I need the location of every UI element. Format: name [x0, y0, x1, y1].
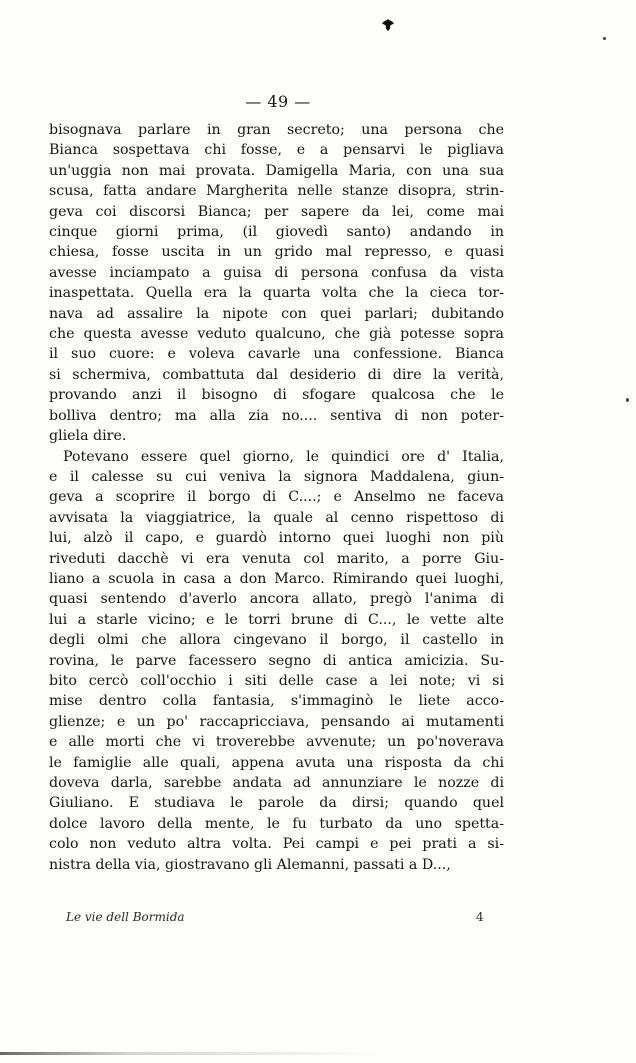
text-line: le famiglie alle quali, appena avuta una risposta da chi — [49, 754, 504, 771]
paragraph-1 — [49, 120, 504, 447]
text-line: geva a scoprire il borgo di C....; e Anselmo ne faceva — [49, 489, 504, 506]
text-line: scusa, fatta andare Margherita nelle stanze disopra, strin- — [49, 183, 504, 200]
text-line: chiesa, fosse uscita in un grido mal represso, e quasi — [49, 244, 504, 261]
body-text — [49, 120, 504, 875]
text-line: avvisata la viaggiatrice, la quale al cenno rispettoso di — [49, 509, 504, 526]
text-line: bito cercò coll'occhio i siti delle case a lei note; vi si — [49, 672, 504, 689]
text-line: gliela dire. — [49, 428, 127, 445]
text-line: lui a starle vicino; e le torri brune di C..., le vette alte — [49, 611, 504, 628]
text-line: riveduti dacchè vi era venuta col marito, a porre Giu- — [49, 550, 504, 567]
text-line: glienze; e un po' raccapricciava, pensando ai mutamenti — [49, 713, 504, 730]
scan-edge — [0, 1052, 636, 1055]
text-line: rovina, le parve facessero segno di antica amicizia. Su- — [49, 652, 504, 669]
text-line: provando anzi il bisogno di sfogare qualcosa che le — [49, 387, 504, 404]
text-line: e alle morti che vi troverebbe avvenute; un po'noverava — [49, 734, 504, 751]
fleuron-icon — [381, 18, 395, 32]
text-line: nistra della via, giostravano gli Alemanni, passati a D..., — [49, 856, 451, 873]
text-line: il suo cuore: e voleva cavarle una confessione. Bianca — [49, 346, 504, 363]
text-line: inaspettata. Quella era la quarta volta che la cieca tor- — [49, 285, 504, 302]
text-line: lui, alzò il capo, e guardò intorno quei luoghi non più — [49, 530, 504, 547]
signature-line: Le vie dell Bormida — [66, 910, 185, 924]
text-line: colo non veduto altra volta. Pei campi e pei prati a si- — [49, 836, 504, 853]
text-line: si schermiva, combattuta dal desiderio di dire la verità, — [49, 366, 504, 383]
text-line: e il calesse su cui veniva la signora Maddalena, giun- — [49, 468, 504, 485]
text-line: cinque giorni prima, (il giovedì santo) andando in — [49, 224, 504, 241]
text-line: un'uggia non mai provata. Damigella Maria, con una sua — [49, 162, 504, 179]
text-line: mise dentro colla fantasia, s'immaginò le liete acco- — [49, 693, 504, 710]
text-line: quasi sentendo d'averlo ancora allato, pregò l'anima di — [49, 591, 504, 608]
text-line: Bianca sospettava chi fosse, e a pensarvi le pigliava — [49, 142, 504, 159]
text-line: liano a scuola in casa a don Marco. Rimirando quei luoghi, — [49, 570, 504, 587]
text-line: geva coi discorsi Bianca; per sapere da lei, come mai — [49, 203, 504, 220]
text-line: bisognava parlare in gran secreto; una persona che — [49, 122, 504, 138]
text-line: nava ad assalire la nipote con quei parlari; dubitando — [49, 305, 504, 322]
text-line: degli olmi che allora cingevano il borgo, il castello in — [49, 632, 504, 649]
text-line: Potevano essere quel giorno, le quindici ore d' Italia, — [63, 448, 504, 465]
scan-speck — [626, 398, 629, 402]
text-line: Giuliano. E studiava le parole da dirsi; quando quel — [49, 795, 504, 812]
sheet-mark: 4 — [476, 910, 484, 924]
page-number: — 49 — — [245, 92, 311, 111]
text-line: avesse inciampato a guisa di persona confusa da vista — [49, 264, 504, 281]
text-line: che questa avesse veduto qualcuno, che già potesse sopra — [49, 326, 504, 343]
text-line: doveva darla, sarebbe andata ad annunziare le nozze di — [49, 775, 504, 791]
paragraph-2 — [49, 447, 504, 876]
text-line: bolliva dentro; ma alla zia no.... sentiva di non poter- — [49, 407, 504, 424]
scan-speck — [603, 37, 606, 40]
text-line: dolce lavoro della mente, le fu turbato da uno spetta- — [49, 815, 504, 832]
